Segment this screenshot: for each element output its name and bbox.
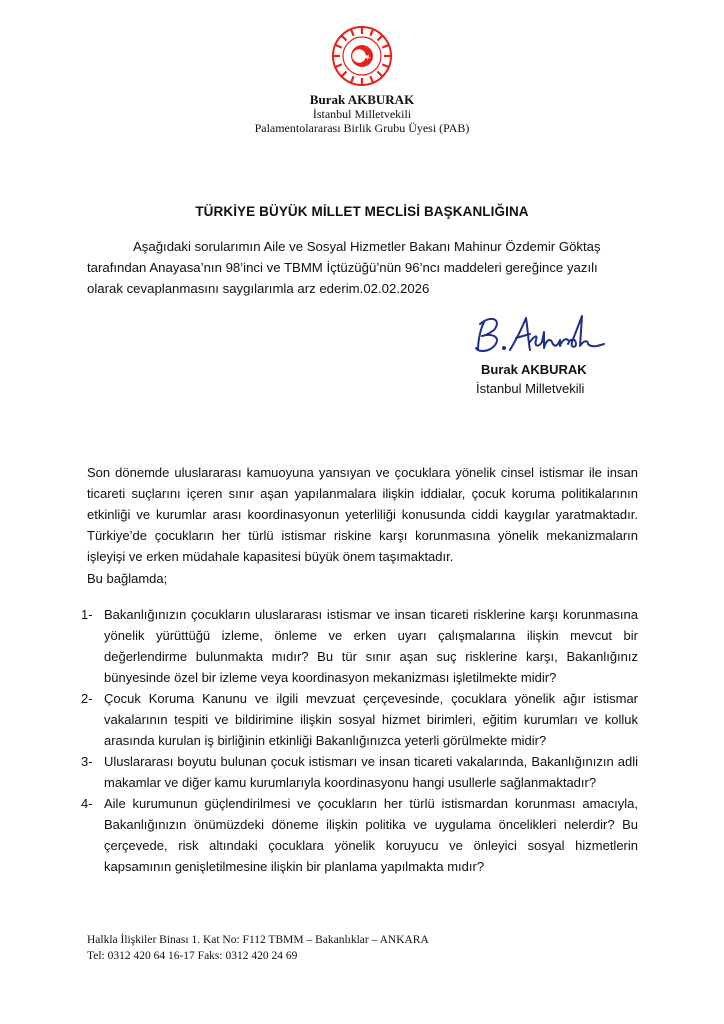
- question-line: bünyesinde özel bir izleme veya koordinasyon mekanizması işletilmekte midir?: [104, 670, 557, 685]
- question-item: [81, 793, 638, 877]
- intro-line: Aşağıdaki sorularımın Aile ve Sosyal Hizmetler Bakanı Mahinur Özdemir Göktaş: [133, 239, 601, 254]
- question-line: Aile kurumunun güçlendirilmesi ve çocukların her türlü istismardan korunması amacıyla,: [104, 796, 638, 811]
- question-item: [81, 604, 638, 688]
- header-name: Burak AKBURAK: [309, 92, 415, 107]
- question-item: [81, 688, 638, 751]
- tbmm-emblem-icon: [331, 25, 393, 87]
- question-line: değerlendirme bulunmakta mıdır? Bu tür sınır aşan suç risklerine karşı, Bakanlığınız: [104, 649, 638, 664]
- intro-paragraph: [87, 236, 627, 299]
- signature-title: İstanbul Milletvekili: [476, 381, 585, 396]
- question-line: Uluslararası boyutu bulunan çocuk istismarı ve insan ticareti vakalarında, Bakanlığınızın adli: [104, 754, 638, 769]
- header-group: Palamentolararası Birlik Grubu Üyesi (PAB): [254, 121, 470, 135]
- question-line: arasında kurulan iş birliğinin etkinliği Bakanlığınızca yeterli görülmekte midir?: [104, 733, 547, 748]
- paragraph-line: Son dönemde uluslararası kamuoyuna yansıyan ve çocuklara yönelik cinsel istismar ile insan: [87, 465, 638, 480]
- footer-address: Halkla İlişkiler Binası 1. Kat No: F112 TBMM – Bakanlıklar – ANKARA: [87, 934, 429, 946]
- question-line: kapsamının genişletilmesine ilişkin bir planlama yapılmakta mıdır?: [104, 859, 485, 874]
- question-line: Bakanlığınızın çocukların uluslararası istismar ve insan ticareti risklerine karşı korunmasına: [104, 607, 638, 622]
- question-line: vakalarının tespiti ve bildirimine ilişkin sosyal hizmet birimleri, eğitim kurumları ve kolluk: [104, 712, 638, 727]
- question-number: 1-: [81, 607, 93, 622]
- document-title: TÜRKİYE BÜYÜK MİLLET MECLİSİ BAŞKANLIĞINA: [195, 204, 529, 219]
- question-line: Çocuk Koruma Kanunu ve ilgili mevzuat çerçevesinde, çocuklara yönelik ağır istismar: [104, 691, 638, 706]
- signature-icon: [470, 310, 610, 358]
- footer-contact: Tel: 0312 420 64 16-17 Faks: 0312 420 24 69: [87, 950, 298, 962]
- header-title: İstanbul Milletvekili: [312, 107, 412, 121]
- intro-line: tarafından Anayasa’nın 98’inci ve TBMM İçtüzüğü’nün 96’ncı maddeleri gereğince yazılı: [87, 260, 598, 275]
- paragraph-line: etkinliği ve kurumlar arası koordinasyonun yeterliliği konusunda ciddi kaygılar yaratmaktadır.: [87, 507, 638, 522]
- question-line: Bakanlığınızın önümüzdeki döneme ilişkin politika ve uygulama öncelikleri nelerdir? Bu: [104, 817, 638, 832]
- question-item: [81, 751, 638, 793]
- footer: [87, 932, 429, 964]
- question-number: 4-: [81, 796, 93, 811]
- question-number: 3-: [81, 754, 93, 769]
- question-line: yönelik yürüttüğü izleme, önleme ve erken uyarı çalışmalarına ilişkin mevcut bir: [104, 628, 638, 643]
- body-paragraph: [87, 462, 638, 567]
- question-line: makamlar ve diğer kamu kurumlarıyla koordinasyonu hangi usullerle sağlanmaktadır?: [104, 775, 597, 790]
- question-list: [81, 604, 638, 877]
- signature-name: Burak AKBURAK: [481, 362, 587, 377]
- paragraph-line: işleyişi ve erken müdahale kapasitesi büyük önem taşımaktadır.: [87, 549, 454, 564]
- paragraph-line: Türkiye’de çocukların her türlü istismar riskine karşı korunmasına yönelik mekanizmaların: [87, 528, 638, 543]
- question-number: 2-: [81, 691, 93, 706]
- context-label: Bu bağlamda;: [87, 571, 168, 586]
- paragraph-line: ticareti suçlarını içeren sınır aşan yapılanmalara ilişkin iddialar, çocuk koruma politikalarının: [87, 486, 638, 501]
- intro-line: olarak cevaplanmasını saygılarımla arz ederim.02.02.2026: [87, 281, 430, 296]
- question-line: çerçevede, risk altındaki çocuklara yönelik koruyucu ve önleyici sosyal hizmetlerin: [104, 838, 638, 853]
